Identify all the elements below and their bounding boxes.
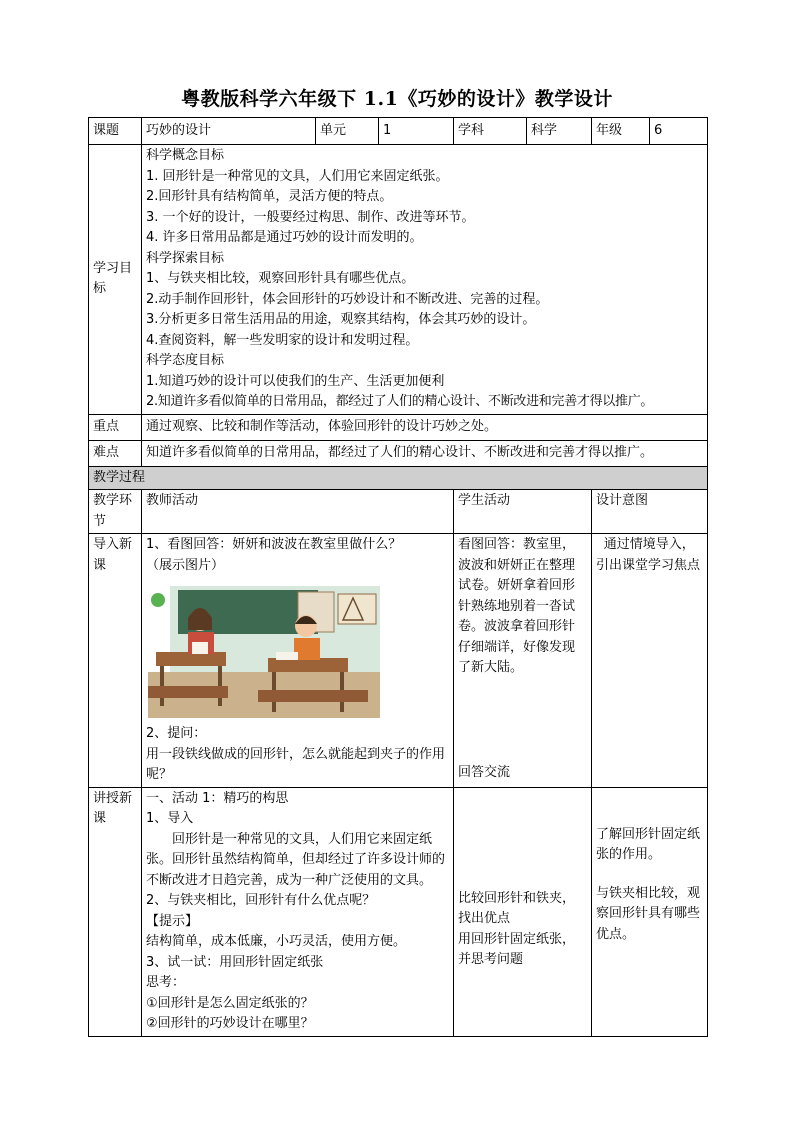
process-header-row — [89, 466, 708, 490]
activity-hint-label: 【提示】 — [146, 913, 199, 929]
objective-line: 科学探索目标 — [146, 250, 225, 266]
unit-label: 单元 — [316, 118, 379, 145]
new-design-purpose: 了解回形针固定纸张的作用。 — [596, 826, 701, 862]
intro-student — [454, 534, 592, 788]
column-student: 学生活动 — [454, 490, 592, 534]
column-design: 设计意图 — [592, 490, 708, 534]
column-teacher: 教师活动 — [142, 490, 454, 534]
intro-row — [89, 534, 708, 788]
new-student-compare: 比较回形针和铁夹，找出优点 — [458, 890, 576, 926]
classroom-illustration — [148, 582, 380, 718]
objective-line: 3. 一个好的设计，一般要经过构思、制作、改进等环节。 — [146, 209, 475, 225]
objective-line: 2.知道许多看似简单的日常用品，都经过了人们的精心设计、不断改进和完善才得以推广。 — [146, 394, 654, 409]
activity-question-2: ②回形针的巧妙设计在哪里？ — [146, 1016, 314, 1031]
key-point-row — [89, 414, 708, 440]
grade-label: 年级 — [592, 118, 650, 145]
key-point-label: 重点 — [89, 414, 142, 440]
page-title: 粤教版科学六年级下 1.1《巧妙的设计》教学设计 — [181, 88, 613, 110]
objective-line: 3.分析更多日常生活用品的用途，观察其结构，体会其巧妙的设计。 — [146, 312, 536, 327]
lesson-plan-table — [88, 117, 708, 1037]
intro-design — [592, 534, 708, 788]
objective-line: 2.动手制作回形针，体会回形针的巧妙设计和不断改进、完善的过程。 — [146, 291, 549, 307]
key-point-text: 通过观察、比较和制作等活动，体验回形针的设计巧妙之处。 — [142, 414, 708, 440]
objectives-row — [89, 145, 708, 415]
grade-value: 6 — [650, 118, 708, 145]
intro-question-2-text: 用一段铁线做成的回形针，怎么就能起到夹子的作用呢？ — [146, 746, 446, 782]
new-teacher — [142, 787, 454, 1036]
activity-question-1: ①回形针是怎么固定纸张的？ — [146, 995, 314, 1011]
intro-design-text: 通过情境导入，引出课堂学习焦点 — [596, 537, 701, 573]
process-columns-row — [89, 490, 708, 534]
objective-line: 科学态度目标 — [146, 353, 225, 368]
intro-student-answer: 看图回答：教室里，波波和妍妍正在整理试卷。妍妍拿着回形针熟练地别着一沓试卷。波波拿着回形针仔细端详，好像发现了新大陆。 — [458, 537, 576, 675]
column-stage: 教学环节 — [89, 490, 142, 534]
subject-value: 科学 — [527, 118, 592, 145]
activity-title: 一、活动 1：精巧的构思 — [146, 790, 289, 806]
spacer — [596, 789, 703, 825]
objectives-label: 学习目标 — [89, 145, 142, 415]
intro-student-discuss: 回答交流 — [458, 765, 511, 780]
header-row — [89, 118, 708, 145]
unit-value: 1 — [379, 118, 454, 145]
objective-line: 科学概念目标 — [146, 148, 225, 163]
objective-line: 4. 许多日常用品都是通过巧妙的设计而发明的。 — [146, 230, 423, 245]
new-stage: 讲授新课 — [89, 787, 142, 1036]
new-student-fix: 用回形针固定纸张，并思考问题 — [458, 931, 576, 967]
new-design — [592, 787, 708, 1036]
activity-intro-text: 回形针是一种常见的文具，人们用它来固定纸张。回形针虽然结构简单，但却经过了许多设计师的不断改进才日趋完善，成为一种广泛使用的文具。 — [146, 831, 446, 888]
intro-stage: 导入新课 — [89, 534, 142, 788]
activity-step-intro: 1、导入 — [146, 811, 194, 826]
new-design-compare: 与铁夹相比较，观察回形针具有哪些优点。 — [596, 885, 701, 942]
new-lesson-row — [89, 787, 708, 1036]
difficulty-label: 难点 — [89, 440, 142, 466]
difficulty-text: 知道许多看似简单的日常用品，都经过了人们的精心设计、不断改进和完善才得以推广。 — [142, 440, 708, 466]
activity-think: 思考： — [146, 975, 186, 990]
objective-line: 1.知道巧妙的设计可以使我们的生产、生活更加便利 — [146, 373, 445, 389]
intro-show-picture: （展示图片） — [146, 557, 225, 573]
difficulty-row — [89, 440, 708, 466]
activity-hint-text: 结构简单，成本低廉，小巧灵活，使用方便。 — [146, 934, 407, 949]
lesson-value: 巧妙的设计 — [142, 118, 316, 145]
objective-line: 2.回形针具有结构简单，灵活方便的特点。 — [146, 189, 393, 204]
objective-line: 1. 回形针是一种常见的文具，人们用它来固定纸张。 — [146, 168, 449, 184]
intro-teacher — [142, 534, 454, 788]
spacer — [458, 789, 587, 889]
activity-compare: 2、与铁夹相比，回形针有什么优点呢？ — [146, 893, 376, 908]
activity-try: 3、试一试：用回形针固定纸张 — [146, 954, 324, 970]
process-label: 教学过程 — [89, 466, 708, 490]
intro-question-1: 1、看图回答：妍妍和波波在教室里做什么？ — [146, 537, 402, 552]
spacer — [596, 866, 703, 884]
intro-question-2: 2、提问： — [146, 726, 207, 741]
new-student — [454, 787, 592, 1036]
objectives-content — [142, 145, 708, 415]
objective-line: 1、与铁夹相比较，观察回形针具有哪些优点。 — [146, 271, 415, 286]
subject-label: 学科 — [454, 118, 527, 145]
lesson-label: 课题 — [89, 118, 142, 145]
objective-line: 4.查阅资料，解一些发明家的设计和发明过程。 — [146, 332, 419, 348]
